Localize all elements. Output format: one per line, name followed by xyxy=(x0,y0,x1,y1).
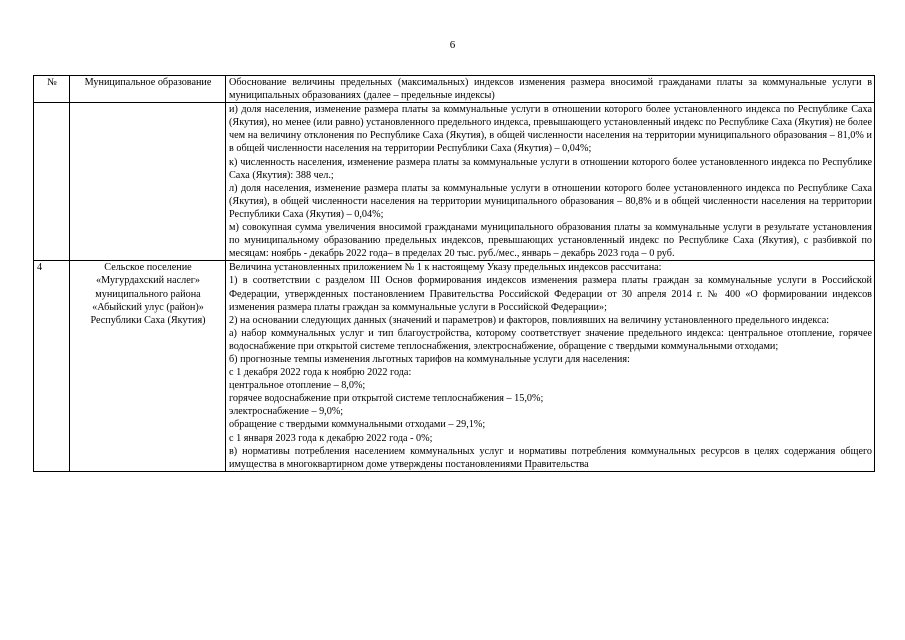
paragraph-l: л) доля населения, изменение размера платы за коммунальные услуги в отношении которого более установленного индекса по Республике Саха (Якутия), в общей численности населения на территории муниципального образования – 80,8% и в общей численности населения на территории Республики Саха (Якутия) – 0,04%; xyxy=(229,182,872,220)
tariff-heating: центральное отопление – 8,0%; xyxy=(229,380,366,392)
paragraph-b: б) прогнозные темпы изменения льготных тарифов на коммунальные услуги для населения: xyxy=(229,353,630,365)
paragraph-dec-2022: с 1 декабря 2022 года к ноябрю 2022 года: xyxy=(229,367,412,379)
header-municipality: Муниципальное образование xyxy=(70,76,226,103)
paragraph-k: к) численность населения, изменение размера платы за коммунальные услуги в отношении которого более установленного индекса по Республике Саха (Якутия): 388 чел.; xyxy=(229,156,872,181)
page-number: 6 xyxy=(449,39,456,51)
paragraph-a: а) набор коммунальных услуг и тип благоустройства, которому соответствует значение предельного индекса: центральное отопление, горячее водоснабжение при открытой системе теплоснабжения, электроснабжение, обращение с твердыми коммунальными отходами; xyxy=(229,327,872,352)
row-4-justification-cell xyxy=(226,261,875,472)
table-row-continued xyxy=(34,103,875,261)
header-number: № xyxy=(34,76,70,103)
paragraph-v: в) нормативы потребления населением коммунальных услуг и нормативы потребления коммунальных ресурсов в целях содержания общего имущества в многоквартирном доме утверждены постановлениями Правительства xyxy=(229,445,872,470)
paragraph-1: 1) в соответствии с разделом III Основ формирования индексов изменения размера платы граждан за коммунальные услуги в Российской Федерации, утвержденных постановлением Правительства Российской Федерации от 30 апреля 2014 г. № 400 «О формировании индексов изменения размера платы граждан за коммунальные услуги в Российской Федерации»; xyxy=(229,275,872,313)
tariff-hot-water: горячее водоснабжение при открытой системе теплоснабжения – 15,0%; xyxy=(229,393,544,405)
paragraph-m: м) совокупная сумма увеличения вносимой гражданами муниципального образования платы за коммунальные услуги в результате установления по муниципальному образованию предельных индексов, превышающих установленный индекс по Республике Саха (Якутия), с разбивкой по месяцам: ноябрь - декабрь 2022 года– в пределах 20 тыс. руб./мес., январь – декабрь 2023 года – 0 руб. xyxy=(229,222,872,260)
row-4-municipality: Сельское поселение «Мугурдахский наслег» муниципального района «Абыйский улус (район)» Республики Саха (Якутия) xyxy=(70,261,226,472)
paragraph-intro: Величина установленных приложением № 1 к настоящему Указу предельных индексов рассчитана: xyxy=(229,262,662,274)
row-4-number: 4 xyxy=(34,261,70,472)
continued-municipality-cell xyxy=(70,103,226,261)
continued-justification-cell xyxy=(226,103,875,261)
continued-number-cell xyxy=(34,103,70,261)
paragraph-2: 2) на основании следующих данных (значений и параметров) и факторов, повлиявших на величину установленного предельного индекса: xyxy=(229,314,830,326)
table-row-4 xyxy=(34,261,875,472)
paragraph-jan-2023: с 1 января 2023 года к декабрю 2022 года - 0%; xyxy=(229,432,433,444)
table-header-row xyxy=(34,76,875,103)
tariff-waste: обращение с твердыми коммунальными отходами – 29,1%; xyxy=(229,419,486,431)
header-justification: Обоснование величины предельных (максимальных) индексов изменения размера вносимой гражданами платы за коммунальные услуги в муниципальных образованиях (далее – предельные индексы) xyxy=(226,76,875,103)
justification-table xyxy=(33,75,875,472)
tariff-electricity: электроснабжение – 9,0%; xyxy=(229,406,344,418)
paragraph-i: и) доля населения, изменение размера платы за коммунальные услуги в отношении которого более установленного индекса по Республике Саха (Якутия), но менее (или равно) установленного предельного индекса, превышающего установленный индекс по Республике Саха (Якутия) не более чем на величину отклонения по Республике Саха (Якутия), в общей численности населения на территории муниципального образования – 81,0% и в общей численности населения на территории Республики Саха (Якутия) – 0,04%; xyxy=(229,104,872,155)
